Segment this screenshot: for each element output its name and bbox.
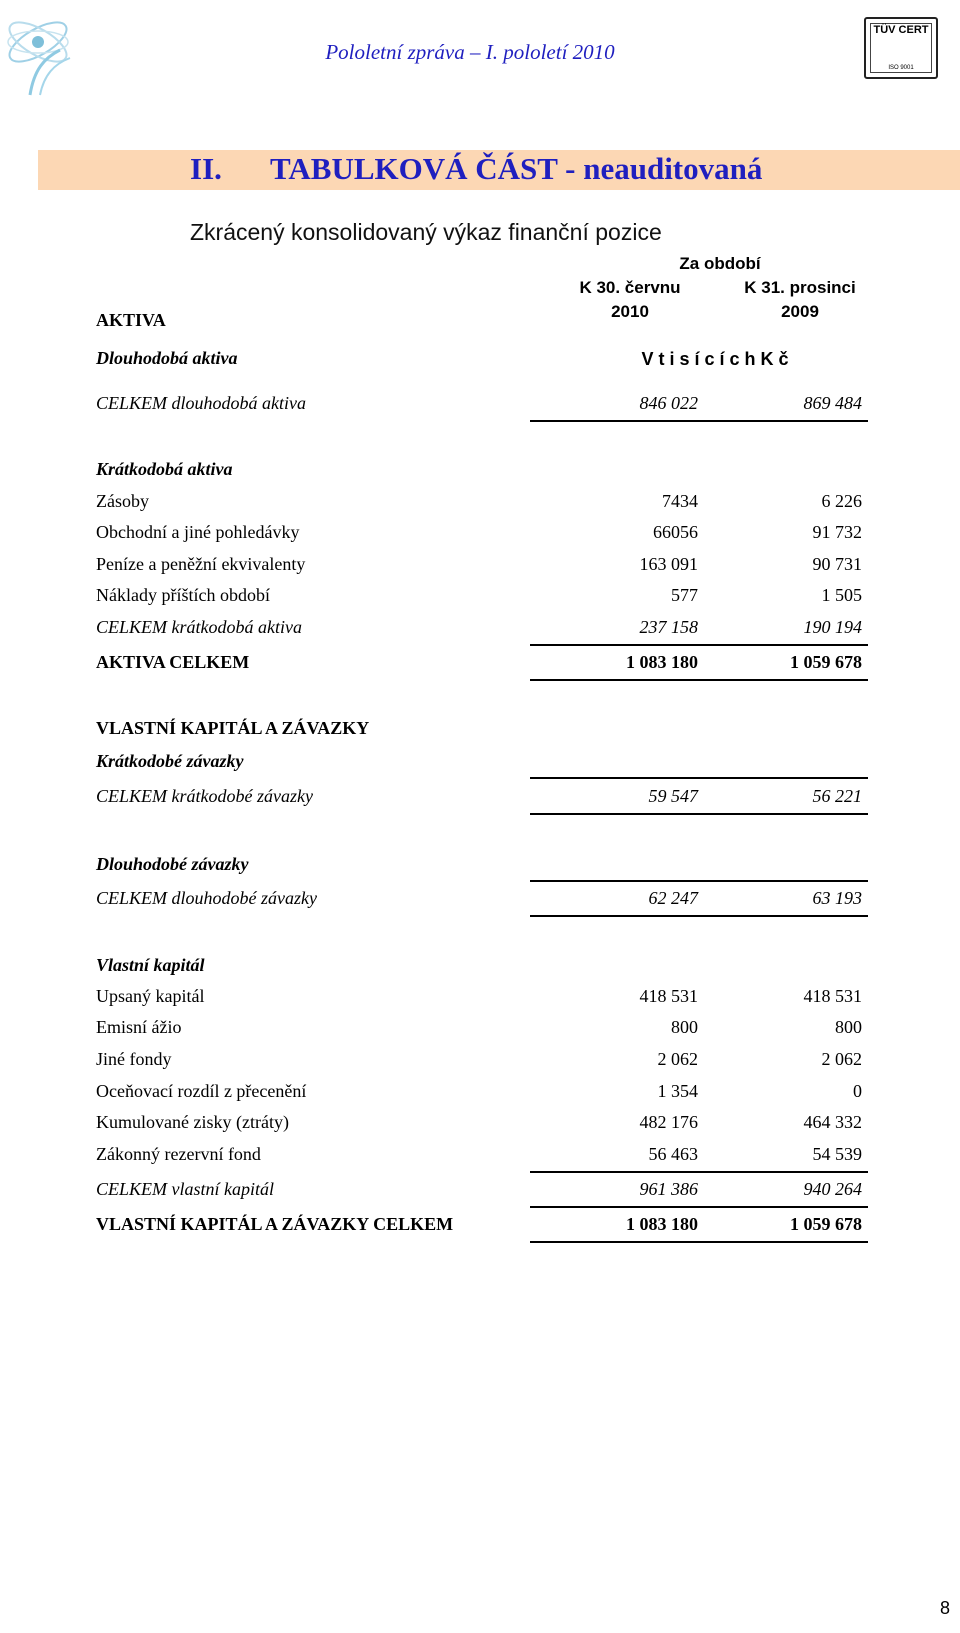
row-value-2009: 1 059 678	[790, 1214, 862, 1234]
row-value-2010: 7434	[662, 491, 698, 511]
row-value-2010: 1 083 180	[626, 652, 698, 672]
row-label: Oceňovací rozdíl z přecenění	[96, 1081, 307, 1101]
row-value-2010: 482 176	[639, 1112, 698, 1132]
row-value-2010: 961 386	[639, 1179, 698, 1199]
row-value-2009: 56 221	[812, 786, 862, 806]
section-label: Dlouhodobé závazky	[96, 854, 249, 874]
row-value-2009: 90 731	[812, 554, 862, 574]
row-value-2010: 577	[671, 585, 698, 605]
row-value-2010: 846 022	[639, 393, 698, 413]
row-label: Zákonný rezervní fond	[96, 1144, 261, 1164]
row-value-2009: 800	[835, 1017, 862, 1037]
row-value-2010: 418 531	[639, 986, 698, 1006]
row-value-2009: 418 531	[803, 986, 862, 1006]
section-label: Vlastní kapitál	[96, 955, 205, 975]
total-rule	[530, 644, 868, 646]
row-value-2009: 190 194	[803, 617, 862, 637]
tuv-cert-text: TÜV CERT	[873, 24, 929, 36]
total-rule	[530, 915, 868, 917]
row-label: VLASTNÍ KAPITÁL A ZÁVAZKY CELKEM	[96, 1214, 454, 1234]
row-value-2009: 464 332	[803, 1112, 862, 1132]
row-value-2010: 1 083 180	[626, 1214, 698, 1234]
page-number: 8	[940, 1598, 951, 1618]
row-value-2009: 91 732	[812, 522, 862, 542]
col1-header-line2: 2010	[611, 302, 649, 321]
row-value-2009: 1 505	[821, 585, 862, 605]
row-label: CELKEM krátkodobé závazky	[96, 786, 313, 806]
row-value-2009: 869 484	[803, 393, 862, 413]
row-value-2009: 63 193	[812, 888, 862, 908]
row-value-2010: 59 547	[648, 786, 698, 806]
row-value-2010: 1 354	[657, 1081, 698, 1101]
section-label: VLASTNÍ KAPITÁL A ZÁVAZKY	[96, 718, 370, 738]
tuv-iso-text: ISO 9001	[888, 65, 914, 71]
row-value-2010: 62 247	[648, 888, 698, 908]
row-value-2009: 940 264	[803, 1179, 862, 1199]
section-title: TABULKOVÁ ČÁST - neauditovaná	[270, 151, 763, 186]
total-rule	[530, 1206, 868, 1208]
col2-header-line1: K 31. prosinci	[744, 278, 856, 297]
aktiva-label: AKTIVA	[96, 310, 166, 330]
units-label: V t i s í c í c h K č	[641, 349, 789, 369]
row-value-2010: 66056	[653, 522, 698, 542]
dlouhodoba-aktiva-label: Dlouhodobá aktiva	[96, 348, 238, 368]
row-label: Upsaný kapitál	[96, 986, 205, 1006]
row-label: CELKEM dlouhodobé závazky	[96, 888, 317, 908]
total-rule	[530, 1171, 868, 1173]
company-logo-icon	[0, 0, 80, 100]
row-label: CELKEM krátkodobá aktiva	[96, 617, 302, 637]
row-label: Peníze a peněžní ekvivalenty	[96, 554, 306, 574]
statement-title: Zkrácený konsolidovaný výkaz finanční pozice	[190, 219, 662, 245]
row-label: Jiné fondy	[96, 1049, 172, 1069]
row-value-2009: 1 059 678	[790, 652, 862, 672]
col2-header-line2: 2009	[781, 302, 819, 321]
total-rule	[530, 880, 868, 882]
row-value-2010: 56 463	[648, 1144, 698, 1164]
row-label: Emisní ážio	[96, 1017, 182, 1037]
row-value-2009: 54 539	[812, 1144, 862, 1164]
total-rule	[530, 813, 868, 815]
total-rule	[530, 420, 868, 422]
row-label: Kumulované zisky (ztráty)	[96, 1112, 289, 1132]
row-label: Náklady příštích období	[96, 585, 270, 605]
row-label: Obchodní a jiné pohledávky	[96, 522, 300, 542]
total-rule	[530, 777, 868, 779]
section-number: II.	[190, 151, 222, 186]
row-label: CELKEM dlouhodobá aktiva	[96, 393, 306, 413]
row-value-2009: 0	[853, 1081, 862, 1101]
row-label: AKTIVA CELKEM	[96, 652, 250, 672]
total-rule	[530, 1241, 868, 1243]
period-header: Za období	[679, 254, 761, 273]
row-value-2009: 2 062	[821, 1049, 862, 1069]
section-label: Krátkodobá aktiva	[96, 459, 233, 479]
total-rule	[530, 679, 868, 681]
section-label: Krátkodobé závazky	[96, 751, 244, 771]
row-value-2010: 800	[671, 1017, 698, 1037]
tuv-cert-logo-icon	[864, 17, 938, 79]
row-value-2010: 2 062	[657, 1049, 698, 1069]
row-value-2010: 163 091	[639, 554, 698, 574]
row-value-2009: 6 226	[821, 491, 862, 511]
col1-header-line1: K 30. červnu	[579, 278, 681, 297]
row-label: Zásoby	[96, 491, 149, 511]
row-label: CELKEM vlastní kapitál	[96, 1179, 274, 1199]
row-value-2010: 237 158	[639, 617, 698, 637]
report-title: Pololetní zpráva – I. pololetí 2010	[325, 40, 615, 64]
